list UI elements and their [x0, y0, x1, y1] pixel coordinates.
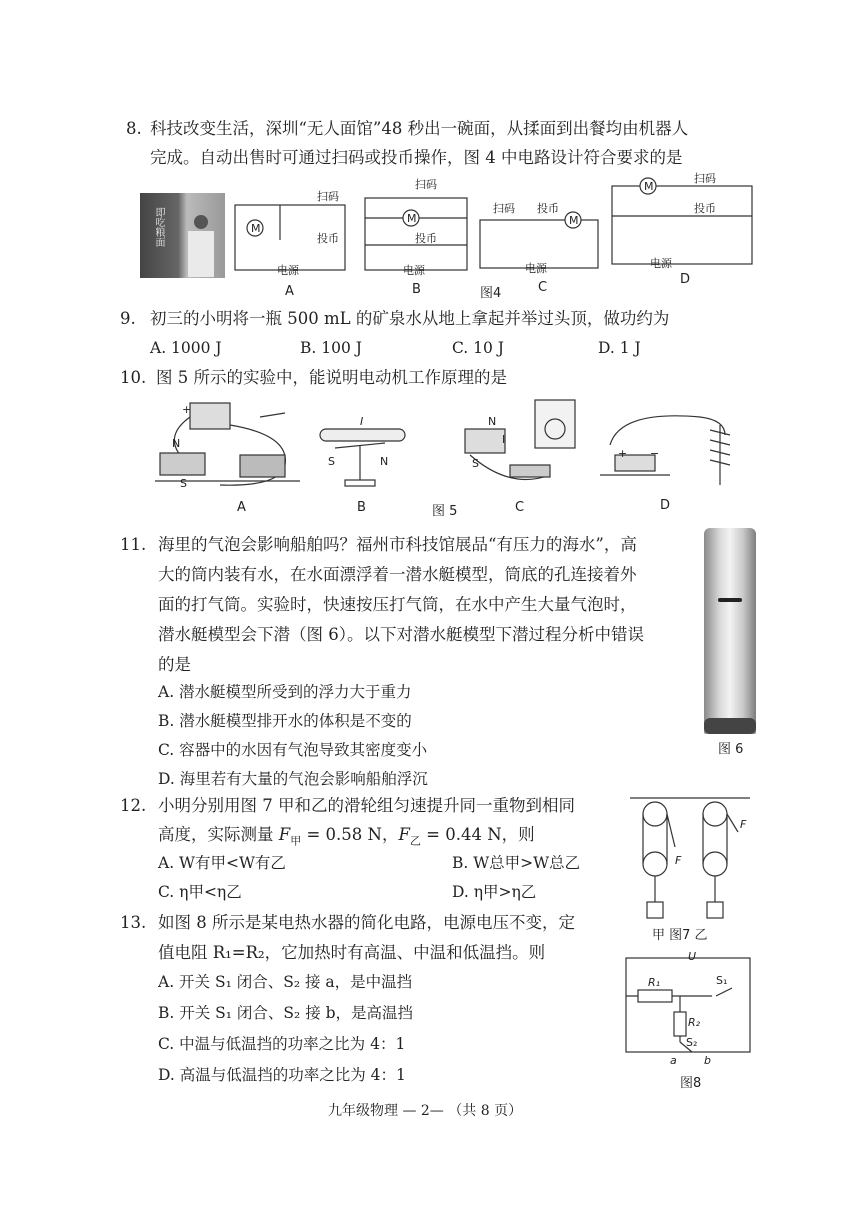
q12-option-b: B. W总甲>W总乙 [452, 854, 581, 872]
q12-eq1: = 0.58 N， [301, 825, 399, 844]
q12-line2-prefix: 高度，实际测量 [158, 825, 279, 844]
photo-person-body [188, 231, 214, 277]
power-label-d: 电源 [650, 257, 672, 270]
q13-option-c: C. 中温与低温挡的功率之比为 4：1 [158, 1035, 406, 1053]
q12-f-symbol-2: F [398, 825, 410, 844]
fig4-label-c: C [538, 280, 548, 295]
fig4-label-b: B [412, 282, 421, 297]
q12-sub-yi: 乙 [409, 834, 421, 848]
submarine-model [718, 598, 742, 602]
fig8-s2: S₂ [686, 1036, 698, 1049]
q12-option-d: D. η甲>η乙 [452, 883, 537, 901]
fig5-label-d: D [660, 498, 671, 513]
coin-label-c: 投币 [537, 202, 559, 215]
fig5b-s: S [328, 455, 335, 468]
fig5d-minus: − [650, 447, 660, 460]
fig7-caption: 甲 图7 乙 [652, 928, 708, 943]
q9-text: 初三的小明将一瓶 500 mL 的矿泉水从地上拿起并举过头顶，做功约为 [150, 309, 670, 328]
power-label-a: 电源 [277, 264, 299, 277]
q11-line3: 面的打气筒。实验时，快速按压打气筒，在水中产生大量气泡时， [158, 595, 637, 614]
motor-label-c: M [569, 214, 579, 227]
q13-number: 13. [120, 913, 147, 932]
figure-4-circuits [225, 170, 625, 298]
q13-line1: 如图 8 所示是某电热水器的简化电路，电源电压不变，定 [158, 913, 575, 932]
fig5c-s: S [472, 457, 479, 470]
figure-4-circuit-d [610, 172, 760, 272]
coin-label-b: 投币 [415, 232, 437, 245]
fig5b-current: I [360, 415, 364, 428]
coin-label-a: 投币 [317, 232, 339, 245]
scan-label-b: 扫码 [415, 178, 437, 191]
fig8-r1: R₁ [648, 976, 661, 989]
fig5d-plus: + [618, 447, 628, 460]
q13-option-b: B. 开关 S₁ 闭合、S₂ 接 b，是高温挡 [158, 1004, 414, 1022]
q11-number: 11. [120, 535, 147, 554]
q13-line2: 值电阻 R₁=R₂，它加热时有高温、中温和低温挡。则 [158, 943, 546, 962]
q11-option-b: B. 潜水艇模型排开水的体积是不变的 [158, 712, 412, 730]
figure-5-experiments [150, 395, 770, 500]
tube-base [704, 718, 756, 734]
power-label-b: 电源 [403, 264, 425, 277]
fig8-r2: R₂ [688, 1016, 701, 1029]
q8-number: 8. [126, 119, 142, 138]
q9-number: 9. [120, 309, 136, 328]
q13-option-a: A. 开关 S₁ 闭合、S₂ 接 a，是中温挡 [158, 973, 413, 991]
fig4-caption: 图4 [480, 286, 502, 301]
fig5-label-c: C [515, 500, 525, 515]
q13-option-d: D. 高温与低温挡的功率之比为 4：1 [158, 1066, 406, 1084]
q11-option-a: A. 潜水艇模型所受到的浮力大于重力 [158, 683, 412, 701]
q11-line4: 潜水艇模型会下潜（图 6）。以下对潜水艇模型下潜过程分析中错误 [158, 625, 644, 644]
motor-label-a: M [251, 222, 261, 235]
coin-label-d: 投币 [694, 202, 716, 215]
fig7-f-yi: F [740, 818, 747, 831]
scan-label-c: 扫码 [493, 202, 515, 215]
q9-option-d: D. 1 J [598, 339, 641, 357]
q12-option-a: A. W有甲<W有乙 [158, 854, 286, 872]
page-footer: 九年级物理 — 2— （共 8 页） [328, 1103, 523, 1119]
fig4-label-d: D [680, 272, 691, 287]
q11-line2: 大的筒内装有水，在水面漂浮着一潜水艇模型，筒底的孔连接着外 [158, 565, 637, 584]
q11-line1: 海里的气泡会影响船舶吗？福州市科技馆展品“有压力的海水”，高 [158, 535, 637, 554]
fig6-caption: 图 6 [718, 742, 744, 757]
fig5a-s: S [180, 477, 187, 490]
fig8-s1: S₁ [716, 974, 728, 987]
photo-person-head [194, 215, 208, 229]
q12-option-c: C. η甲<η乙 [158, 883, 242, 901]
q10-text: 图 5 所示的实验中，能说明电动机工作原理的是 [156, 368, 507, 387]
fig5-label-b: B [357, 500, 366, 515]
fig5a-plus: + [182, 403, 192, 416]
fig5c-b: I [502, 433, 506, 446]
power-label-c: 电源 [525, 262, 547, 275]
q11-option-c: C. 容器中的水因有气泡导致其密度变小 [158, 741, 428, 759]
q12-line1: 小明分别用图 7 甲和乙的滑轮组匀速提升同一重物到相同 [158, 796, 575, 815]
scan-label-d: 扫码 [694, 172, 716, 185]
fig4-label-a: A [285, 284, 294, 299]
q9-option-a: A. 1000 J [150, 339, 222, 357]
fig5b-n: N [380, 455, 389, 468]
submarine-tube-photo [704, 528, 756, 734]
q9-option-c: C. 10 J [452, 339, 505, 357]
q11-line5: 的是 [158, 655, 191, 674]
q10-number: 10. [120, 368, 147, 387]
q12-f-symbol: F [278, 825, 291, 844]
fig5-label-a: A [237, 500, 246, 515]
motor-label-b: M [407, 212, 417, 225]
q12-sub-jia: 甲 [290, 834, 302, 848]
scan-label-a: 扫码 [317, 190, 339, 203]
photo-sign-text: 即吃粮面 [153, 207, 164, 247]
fig7-f-jia: F [675, 854, 682, 867]
figure-7-pulleys [620, 792, 760, 922]
figure-8-circuit [620, 944, 760, 1072]
fig5a-n: N [172, 437, 181, 450]
fig8-caption: 图8 [680, 1076, 702, 1091]
fig8-u: U [688, 950, 697, 963]
q9-option-b: B. 100 J [300, 339, 362, 357]
q11-option-d: D. 海里若有大量的气泡会影响船舶浮沉 [158, 770, 428, 788]
fig8-b: b [704, 1054, 711, 1067]
q12-eq2: = 0.44 N，则 [420, 825, 535, 844]
fig8-a: a [670, 1054, 677, 1067]
q8-line1: 科技改变生活，深圳“无人面馆”48 秒出一碗面，从揉面到出餐均由机器人 [150, 119, 689, 138]
fig5c-n: N [488, 415, 497, 428]
noodle-robot-photo [140, 193, 225, 278]
q8-line2: 完成。自动出售时可通过扫码或投币操作，图 4 中电路设计符合要求的是 [150, 148, 683, 167]
fig5-caption: 图 5 [432, 504, 458, 519]
motor-label-d: M [644, 180, 654, 193]
q12-number: 12. [120, 796, 147, 815]
